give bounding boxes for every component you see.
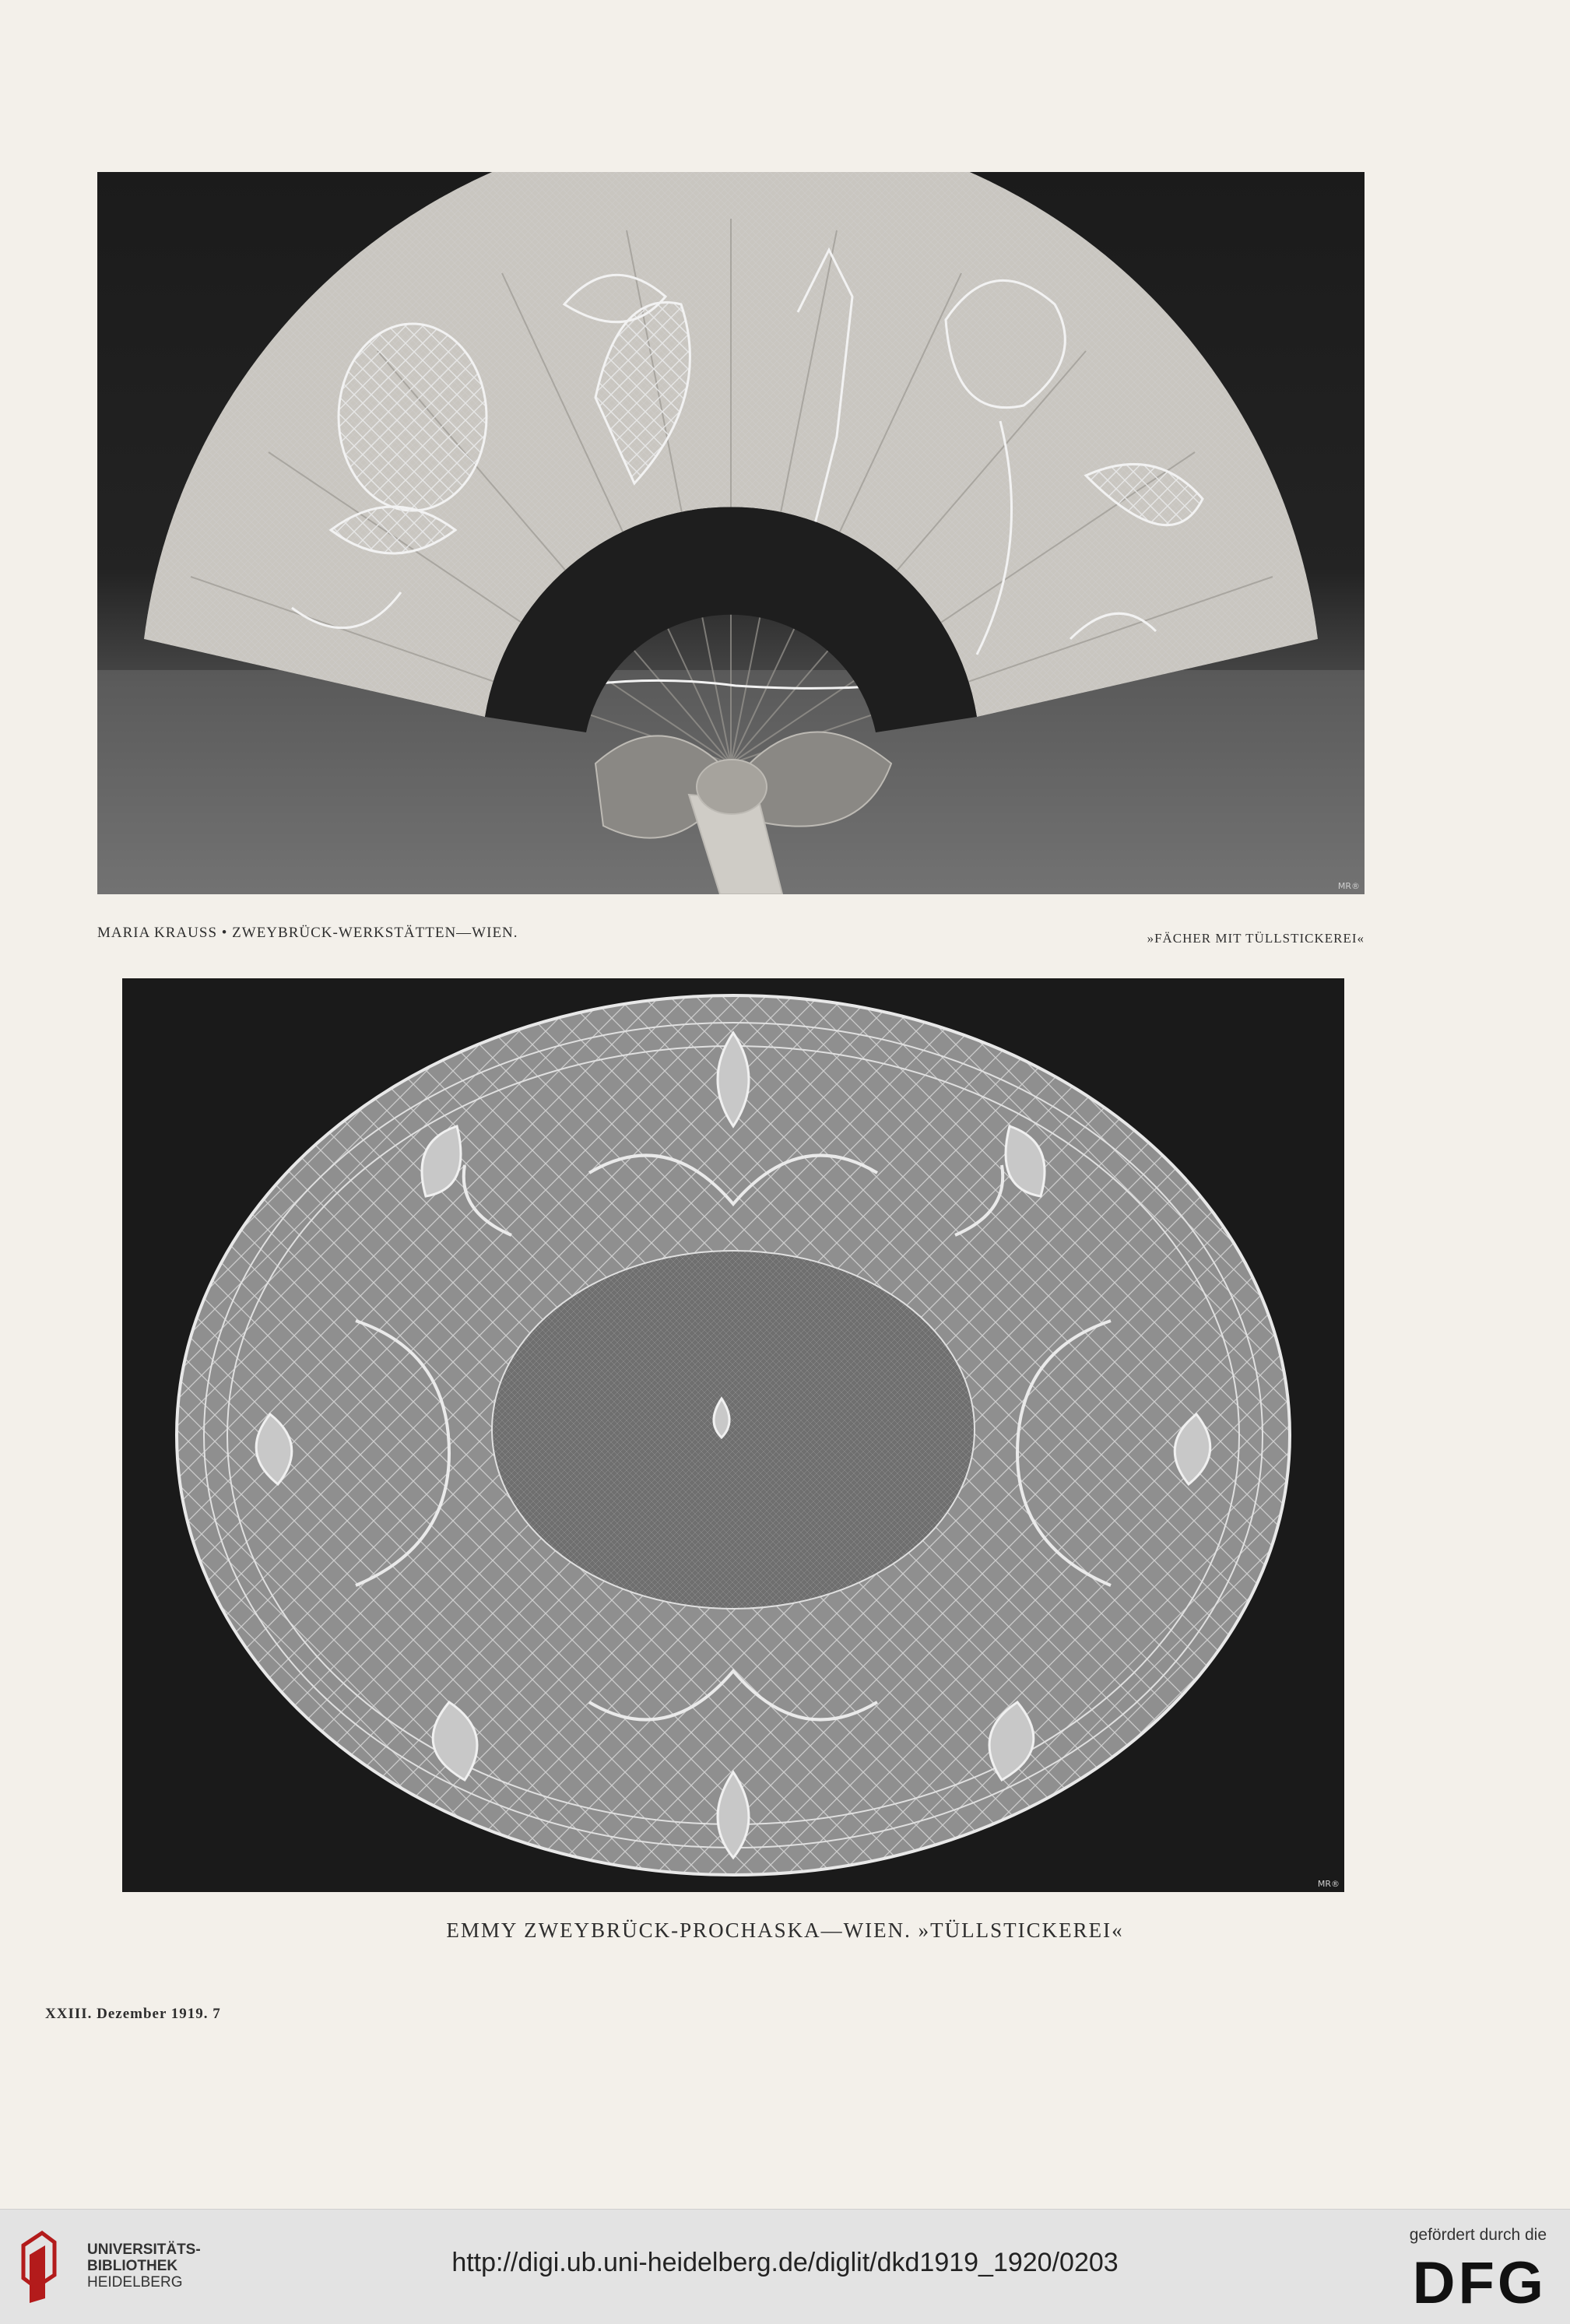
- top-caption-artist: MARIA KRAUSS • ZWEYBRÜCK-WERKSTÄTTEN—WIEN.: [97, 925, 518, 941]
- folio-line: XXIII. Dezember 1919. 7: [45, 2006, 221, 2022]
- oval-doily-illustration: [122, 978, 1344, 1892]
- library-name-line3: HEIDELBERG: [87, 2274, 183, 2291]
- library-name-line2: BIBLIOTHEK: [87, 2258, 178, 2274]
- fan-photograph: [97, 172, 1365, 894]
- permalink-url[interactable]: http://digi.ub.uni-heidelberg.de/diglit/dkd1919_1920/0203: [451, 2248, 1119, 2277]
- tulle-embroidery-photograph: [122, 978, 1344, 1892]
- library-name-line1: UNIVERSITÄTS-: [87, 2242, 201, 2258]
- fan-illustration: [97, 172, 1365, 894]
- photographer-monogram: MR®: [1317, 1879, 1340, 1889]
- dfg-logo[interactable]: DFG: [1412, 2250, 1547, 2316]
- bottom-caption: EMMY ZWEYBRÜCK-PROCHASKA—WIEN. »TÜLLSTICKEREI«: [446, 1919, 1124, 1942]
- funding-note: gefördert durch die: [1409, 2226, 1547, 2244]
- top-caption-title: »FÄCHER MIT TÜLLSTICKEREI«: [1147, 931, 1365, 946]
- photographer-monogram: MR®: [1337, 881, 1360, 891]
